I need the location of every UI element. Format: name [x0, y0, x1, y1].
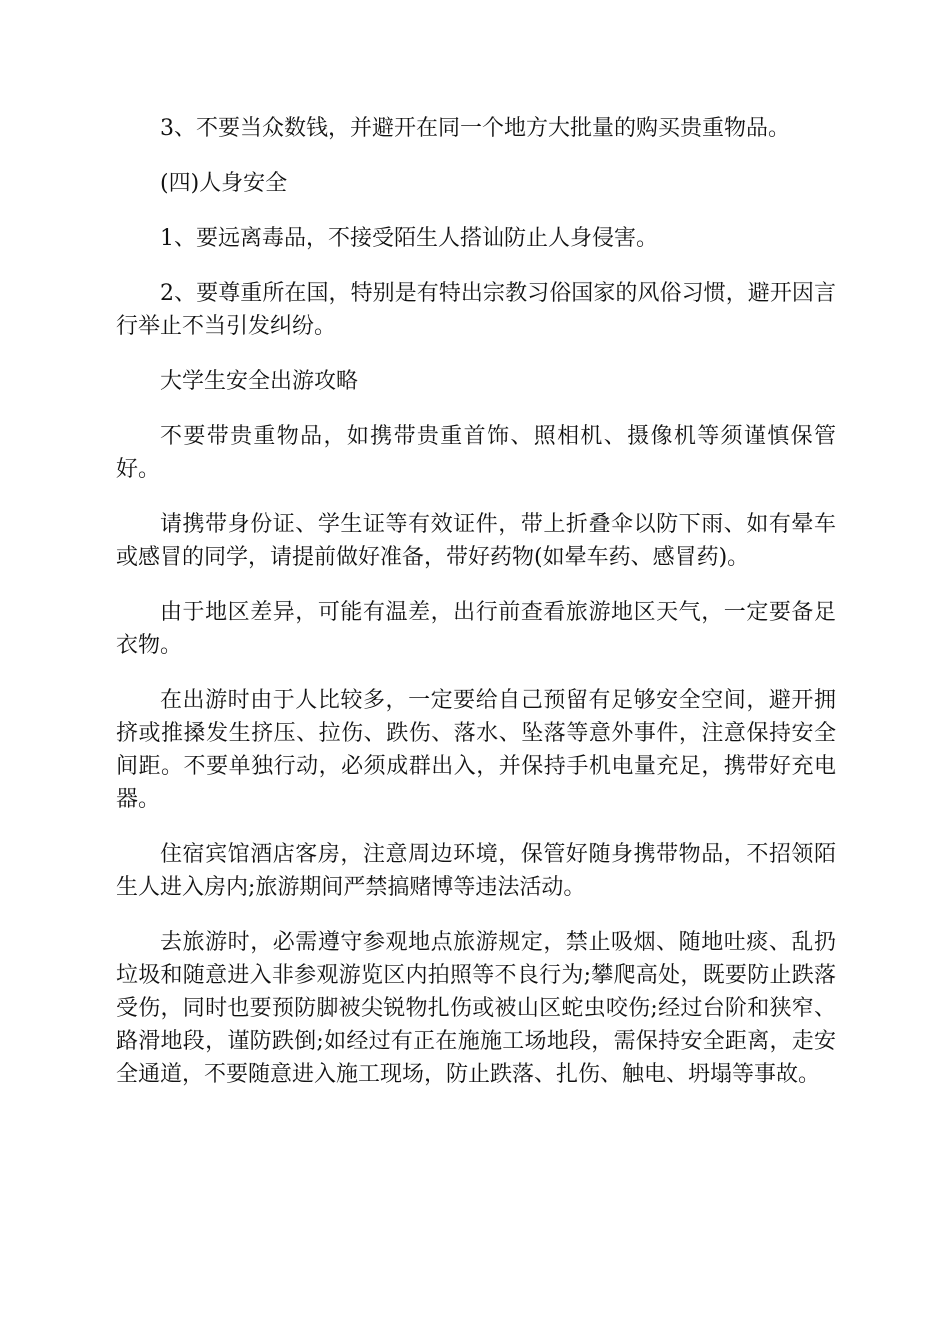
- paragraph-customs-tip: 2、要尊重所在国，特别是有特出宗教习俗国家的风俗习惯，避开因言行举止不当引发纠纷。: [116, 281, 836, 339]
- paragraph-rules-tip: 去旅游时，必需遵守参观地点旅游规定，禁止吸烟、随地吐痰、乱扔垃圾和随意进入非参观游览区内拍照等不良行为;攀爬高处，既要防止跌落受伤，同时也要预防脚被尖锐物扎伤或被山区蛇虫咬伤;经过台阶和狭窄、路滑地段，谨防跌倒;如经过有正在施施工场地段，需保持安全距离，走安全通道，不要随意进入施工现场，防止跌落、扎伤、触电、坍塌等事故。: [116, 930, 836, 1087]
- section-heading-personal-safety: (四)人身安全: [160, 171, 288, 196]
- paragraph-weather-tip: 由于地区差异，可能有温差，出行前查看旅游地区天气，一定要备足衣物。: [116, 600, 836, 658]
- section-heading-travel-guide: 大学生安全出游攻略: [160, 369, 359, 394]
- document-body: [116, 112, 836, 1113]
- paragraph-valuables-tip: 不要带贵重物品，如携带贵重首饰、照相机、摄像机等须谨慎保管好。: [116, 424, 836, 482]
- paragraph-money-tip: 3、不要当众数钱，并避开在同一个地方大批量的购买贵重物品。: [160, 116, 790, 141]
- paragraph-drugs-tip: 1、要远离毒品，不接受陌生人搭讪防止人身侵害。: [160, 226, 658, 251]
- paragraph-crowd-tip: 在出游时由于人比较多，一定要给自己预留有足够安全空间，避开拥挤或推搡发生挤压、拉伤、跌伤、落水、坠落等意外事件，注意保持安全间距。不要单独行动，必须成群出入，并保持手机电量充足，携带好充电器。: [116, 688, 836, 812]
- paragraph-documents-tip: 请携带身份证、学生证等有效证件，带上折叠伞以防下雨、如有晕车或感冒的同学，请提前做好准备，带好药物(如晕车药、感冒药)。: [116, 512, 836, 570]
- paragraph-hotel-tip: 住宿宾馆酒店客房，注意周边环境，保管好随身携带物品，不招领陌生人进入房内;旅游期间严禁搞赌博等违法活动。: [116, 842, 836, 900]
